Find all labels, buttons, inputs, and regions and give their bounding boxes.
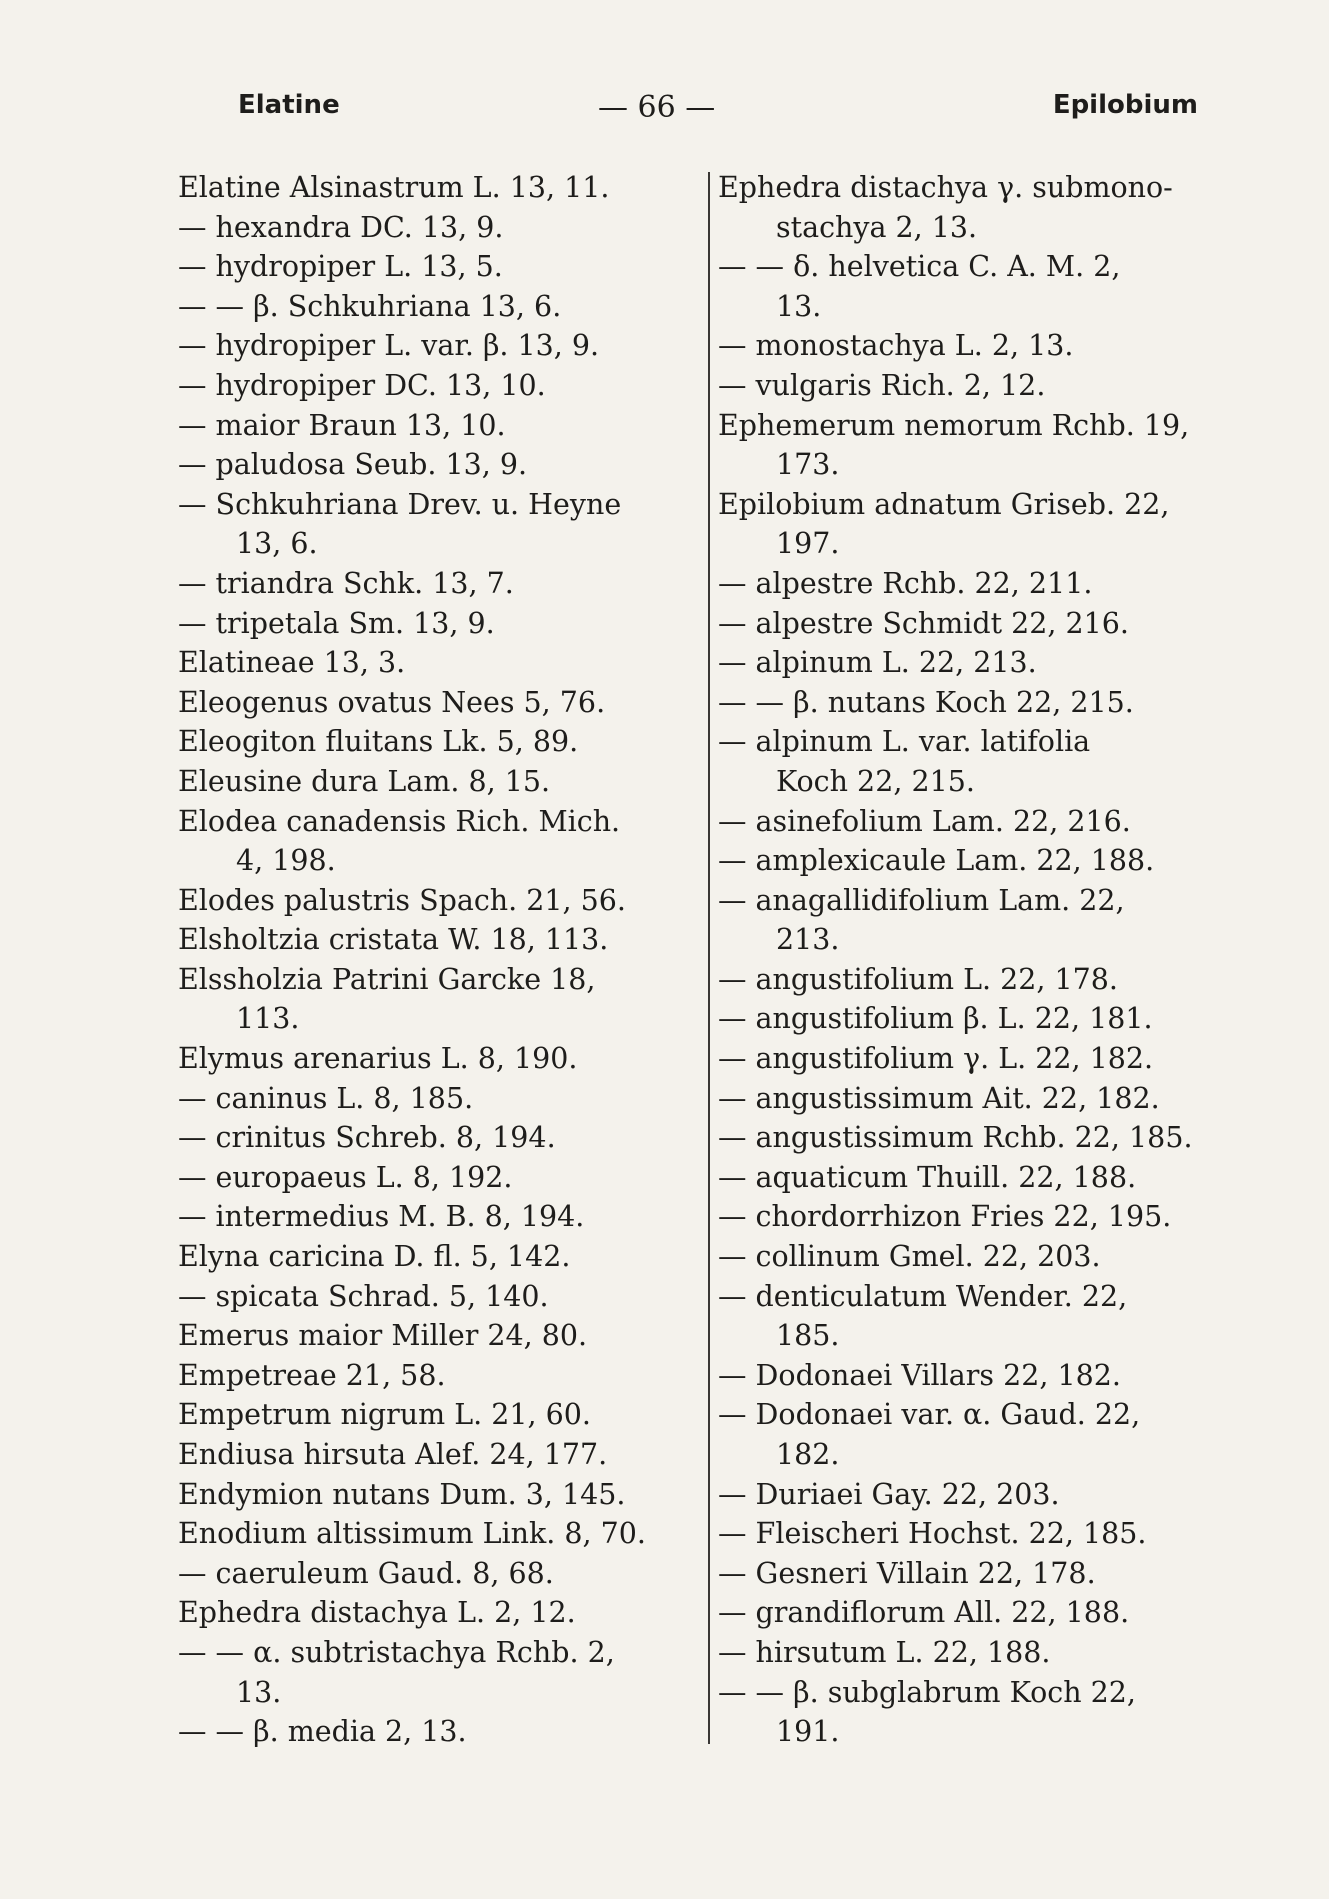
- index-entry-line: — — β. subglabrum Koch 22,: [718, 1675, 1136, 1709]
- index-entry-line: 173.: [776, 448, 840, 482]
- index-entry-line: — alpinum L. 22, 213.: [718, 646, 1037, 680]
- index-entry-line: Ephemerum nemorum Rchb. 19,: [718, 408, 1190, 442]
- index-entry-line: — denticulatum Wender. 22,: [718, 1279, 1128, 1313]
- index-entry-line: — — β. nutans Koch 22, 215.: [718, 685, 1134, 719]
- index-entry-line: 197.: [776, 527, 840, 561]
- index-entry-line: Elsholtzia cristata W. 18, 113.: [178, 923, 609, 957]
- header-right-catchword: Epilobium: [1052, 90, 1198, 120]
- index-entry-line: — — β. media 2, 13.: [178, 1715, 467, 1749]
- index-entry-line: stachya 2, 13.: [776, 210, 978, 244]
- index-entry-line: — Gesneri Villain 22, 178.: [718, 1556, 1096, 1590]
- index-entry-line: Eleogiton fluitans Lk. 5, 89.: [178, 725, 579, 759]
- index-entry-line: — Duriaei Gay. 22, 203.: [718, 1477, 1060, 1511]
- index-entry-line: — grandiflorum All. 22, 188.: [718, 1596, 1130, 1630]
- index-entry-line: 13.: [776, 289, 822, 323]
- index-entry-line: 13, 6.: [236, 527, 318, 561]
- index-entry-line: — collinum Gmel. 22, 203.: [718, 1240, 1101, 1274]
- index-entry-line: — Dodonaei var. α. Gaud. 22,: [718, 1398, 1141, 1432]
- index-entry-line: Elatineae 13, 3.: [178, 646, 406, 680]
- index-entry-line: Elyna caricina D. fl. 5, 142.: [178, 1240, 571, 1274]
- header-left-catchword: Elatine: [238, 90, 340, 120]
- index-entry-line: Epilobium adnatum Griseb. 22,: [718, 487, 1170, 521]
- index-entry-line: 113.: [236, 1002, 300, 1036]
- index-entry-line: Endiusa hirsuta Alef. 24, 177.: [178, 1438, 608, 1471]
- index-entry-line: — angustissimum Rchb. 22, 185.: [718, 1121, 1193, 1155]
- running-header: [238, 90, 1198, 130]
- index-entry-line: — hydropiper L. 13, 5.: [178, 250, 503, 284]
- index-entry-line: Eleogenus ovatus Nees 5, 76.: [178, 685, 606, 719]
- index-entry-line: — hexandra DC. 13, 9.: [178, 210, 504, 244]
- index-entry-line: — amplexicaule Lam. 22, 188.: [718, 844, 1155, 878]
- index-entry-line: — intermedius M. B. 8, 194.: [178, 1200, 585, 1234]
- left-index-column: [178, 168, 703, 1752]
- index-entry-line: Koch 22, 215.: [776, 764, 975, 798]
- right-index-column: [718, 168, 1278, 1752]
- index-entry-line: — Fleischeri Hochst. 22, 185.: [718, 1517, 1147, 1551]
- index-entry-line: 191.: [776, 1715, 840, 1749]
- index-entry-line: — hirsutum L. 22, 188.: [718, 1635, 1051, 1669]
- index-entry-line: — alpestre Rchb. 22, 211.: [718, 566, 1093, 600]
- index-entry-line: — tripetala Sm. 13, 9.: [178, 606, 495, 640]
- index-entry-line: 185.: [776, 1319, 840, 1353]
- index-entry-line: 13.: [236, 1675, 282, 1709]
- index-entry-line: — — β. Schkuhriana 13, 6.: [178, 289, 562, 323]
- index-entry-line: — Dodonaei Villars 22, 182.: [718, 1358, 1121, 1392]
- index-entry-line: — anagallidifolium Lam. 22,: [718, 883, 1125, 917]
- index-entry-line: — maior Braun 13, 10.: [178, 408, 506, 442]
- index-entry-line: Elodea canadensis Rich. Mich.: [178, 804, 621, 838]
- index-entry-line: — chordorrhizon Fries 22, 195.: [718, 1200, 1172, 1234]
- index-entry-line: 182.: [776, 1438, 840, 1471]
- index-entry-line: — alpestre Schmidt 22, 216.: [718, 606, 1129, 640]
- index-entry-line: Elodes palustris Spach. 21, 56.: [178, 883, 626, 917]
- index-entry-line: — monostachya L. 2, 13.: [718, 329, 1074, 363]
- index-entry-line: — angustifolium β. L. 22, 181.: [718, 1002, 1153, 1036]
- index-entry-line: — asinefolium Lam. 22, 216.: [718, 804, 1131, 838]
- index-entry-line: — triandra Schk. 13, 7.: [178, 566, 514, 600]
- index-entry-line: — vulgaris Rich. 2, 12.: [718, 368, 1046, 402]
- column-divider: [708, 172, 710, 1744]
- page-number: — 66 —: [598, 90, 716, 125]
- index-entry-line: — hydropiper L. var. β. 13, 9.: [178, 329, 600, 363]
- index-entry-line: Ephedra distachya γ. submono-: [718, 171, 1173, 204]
- index-entry-line: Eleusine dura Lam. 8, 15.: [178, 764, 551, 798]
- index-entry-line: — crinitus Schreb. 8, 194.: [178, 1121, 556, 1155]
- index-entry-line: — — α. subtristachya Rchb. 2,: [178, 1635, 615, 1669]
- index-entry-line: Enodium altissimum Link. 8, 70.: [178, 1517, 646, 1551]
- index-entry-line: — Schkuhriana Drev. u. Heyne: [178, 487, 622, 521]
- index-entry-line: — spicata Schrad. 5, 140.: [178, 1279, 549, 1313]
- index-entry-line: Empetreae 21, 58.: [178, 1358, 446, 1392]
- index-entry-line: 213.: [776, 923, 840, 957]
- index-entry-line: Elatine Alsinastrum L. 13, 11.: [178, 171, 610, 204]
- index-entry-line: Elssholzia Patrini Garcke 18,: [178, 962, 596, 996]
- index-entry-line: 4, 198.: [236, 844, 336, 878]
- index-entry-line: — angustissimum Ait. 22, 182.: [718, 1081, 1160, 1115]
- index-entry-line: — — δ. helvetica C. A. M. 2,: [718, 250, 1121, 284]
- index-entry-line: — aquaticum Thuill. 22, 188.: [718, 1160, 1137, 1194]
- index-entry-line: Ephedra distachya L. 2, 12.: [178, 1596, 576, 1630]
- index-entry-line: Empetrum nigrum L. 21, 60.: [178, 1398, 591, 1432]
- index-entry-line: — caeruleum Gaud. 8, 68.: [178, 1556, 554, 1590]
- index-entry-line: Endymion nutans Dum. 3, 145.: [178, 1477, 626, 1511]
- index-entry-line: — angustifolium γ. L. 22, 182.: [718, 1042, 1154, 1076]
- index-entry-line: Elymus arenarius L. 8, 190.: [178, 1042, 578, 1076]
- index-entry-line: — alpinum L. var. latifolia: [718, 725, 1091, 759]
- index-entry-line: — caninus L. 8, 185.: [178, 1081, 474, 1115]
- index-entry-line: — europaeus L. 8, 192.: [178, 1160, 513, 1194]
- index-entry-line: — paludosa Seub. 13, 9.: [178, 448, 528, 482]
- index-entry-line: — angustifolium L. 22, 178.: [718, 962, 1118, 996]
- index-entry-line: — hydropiper DC. 13, 10.: [178, 368, 546, 402]
- index-entry-line: Emerus maior Miller 24, 80.: [178, 1319, 588, 1353]
